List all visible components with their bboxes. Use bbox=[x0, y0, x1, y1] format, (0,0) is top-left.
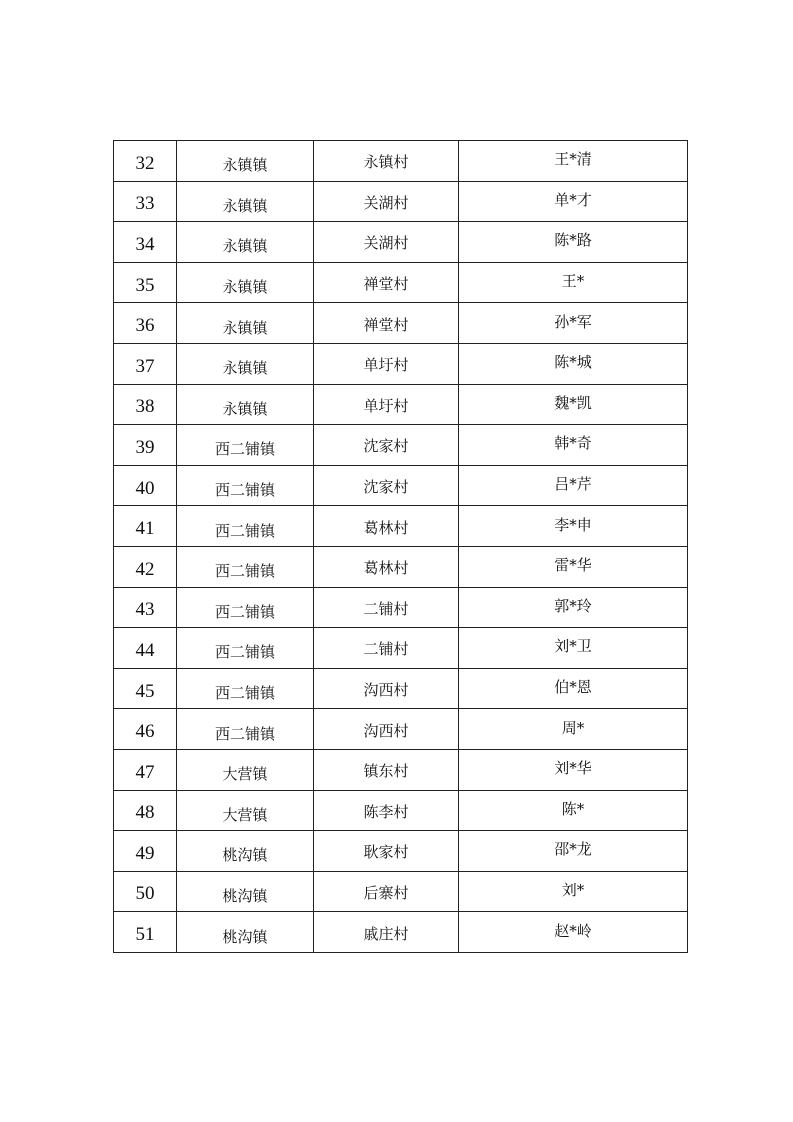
person-name-cell bbox=[459, 181, 688, 222]
person-name-cell bbox=[459, 831, 688, 872]
town-cell bbox=[177, 709, 314, 750]
village-text: 单圩村 bbox=[363, 356, 409, 375]
town-text: 西二铺镇 bbox=[214, 440, 275, 459]
village-text: 永镇村 bbox=[363, 153, 409, 172]
row-number-cell bbox=[114, 506, 177, 547]
person-name-text: 周* bbox=[561, 718, 585, 737]
row-number-cell bbox=[114, 912, 177, 953]
table-row bbox=[114, 425, 688, 466]
roster-table-body bbox=[114, 141, 688, 953]
row-number-cell bbox=[114, 831, 177, 872]
village-cell bbox=[314, 465, 459, 506]
village-cell bbox=[314, 384, 459, 425]
row-number-text: 37 bbox=[135, 355, 155, 377]
village-text: 葛林村 bbox=[363, 518, 409, 537]
row-number-cell bbox=[114, 425, 177, 466]
person-name-text: 赵*岭 bbox=[554, 921, 592, 940]
person-name-text: 陈*城 bbox=[554, 353, 592, 372]
town-text: 桃沟镇 bbox=[222, 927, 268, 946]
village-cell bbox=[314, 831, 459, 872]
town-text: 西二铺镇 bbox=[214, 481, 275, 500]
person-name-text: 王* bbox=[561, 272, 585, 291]
row-number-text: 46 bbox=[135, 721, 155, 743]
village-text: 沈家村 bbox=[363, 437, 409, 456]
row-number-text: 38 bbox=[135, 396, 155, 418]
village-text: 沟西村 bbox=[363, 681, 409, 700]
village-text: 沟西村 bbox=[363, 721, 409, 740]
row-number-cell bbox=[114, 303, 177, 344]
person-name-cell bbox=[459, 628, 688, 669]
village-text: 镇东村 bbox=[363, 762, 409, 781]
town-cell bbox=[177, 587, 314, 628]
row-number-text: 39 bbox=[135, 436, 155, 458]
village-text: 耿家村 bbox=[363, 843, 409, 862]
row-number-text: 35 bbox=[135, 274, 155, 296]
village-text: 葛林村 bbox=[363, 559, 409, 578]
person-name-cell bbox=[459, 668, 688, 709]
town-cell bbox=[177, 912, 314, 953]
village-cell bbox=[314, 425, 459, 466]
village-cell bbox=[314, 141, 459, 182]
person-name-cell bbox=[459, 790, 688, 831]
table-row bbox=[114, 831, 688, 872]
person-name-text: 伯*恩 bbox=[554, 678, 592, 697]
town-cell bbox=[177, 790, 314, 831]
town-text: 永镇镇 bbox=[222, 156, 268, 175]
village-cell bbox=[314, 506, 459, 547]
table-row bbox=[114, 587, 688, 628]
row-number-text: 49 bbox=[135, 842, 155, 864]
person-name-text: 李*申 bbox=[554, 515, 592, 534]
town-cell bbox=[177, 141, 314, 182]
table-row bbox=[114, 506, 688, 547]
person-name-cell bbox=[459, 546, 688, 587]
person-name-text: 吕*芹 bbox=[554, 475, 592, 494]
person-name-text: 王*清 bbox=[554, 150, 592, 169]
person-name-cell bbox=[459, 465, 688, 506]
table-row bbox=[114, 668, 688, 709]
table-row bbox=[114, 141, 688, 182]
person-name-cell bbox=[459, 912, 688, 953]
table-row bbox=[114, 709, 688, 750]
village-cell bbox=[314, 181, 459, 222]
village-text: 二铺村 bbox=[363, 599, 409, 618]
row-number-text: 43 bbox=[135, 599, 155, 621]
person-name-text: 郭*玲 bbox=[554, 596, 592, 615]
town-text: 西二铺镇 bbox=[214, 643, 275, 662]
row-number-text: 42 bbox=[135, 558, 155, 580]
row-number-cell bbox=[114, 141, 177, 182]
town-cell bbox=[177, 831, 314, 872]
village-text: 单圩村 bbox=[363, 396, 409, 415]
town-cell bbox=[177, 628, 314, 669]
row-number-cell bbox=[114, 587, 177, 628]
row-number-text: 36 bbox=[135, 315, 155, 337]
table-row bbox=[114, 546, 688, 587]
row-number-text: 47 bbox=[135, 761, 155, 783]
person-name-cell bbox=[459, 709, 688, 750]
person-name-cell bbox=[459, 587, 688, 628]
person-name-text: 魏*凯 bbox=[554, 393, 592, 412]
person-name-text: 孙*军 bbox=[554, 312, 592, 331]
village-cell bbox=[314, 871, 459, 912]
town-cell bbox=[177, 181, 314, 222]
town-text: 桃沟镇 bbox=[222, 886, 268, 905]
town-cell bbox=[177, 871, 314, 912]
table-row bbox=[114, 790, 688, 831]
village-text: 禅堂村 bbox=[363, 275, 409, 294]
village-text: 陈李村 bbox=[363, 802, 409, 821]
row-number-cell bbox=[114, 668, 177, 709]
town-text: 桃沟镇 bbox=[222, 846, 268, 865]
person-name-cell bbox=[459, 303, 688, 344]
village-text: 沈家村 bbox=[363, 478, 409, 497]
row-number-text: 34 bbox=[135, 233, 155, 255]
town-text: 西二铺镇 bbox=[214, 562, 275, 581]
village-cell bbox=[314, 790, 459, 831]
town-text: 永镇镇 bbox=[222, 359, 268, 378]
village-cell bbox=[314, 303, 459, 344]
row-number-cell bbox=[114, 384, 177, 425]
village-text: 关湖村 bbox=[363, 234, 409, 253]
row-number-cell bbox=[114, 181, 177, 222]
town-text: 永镇镇 bbox=[222, 278, 268, 297]
person-name-cell bbox=[459, 343, 688, 384]
town-text: 西二铺镇 bbox=[214, 724, 275, 743]
town-cell bbox=[177, 425, 314, 466]
town-text: 大营镇 bbox=[222, 805, 268, 824]
row-number-cell bbox=[114, 871, 177, 912]
table-row bbox=[114, 343, 688, 384]
town-cell bbox=[177, 546, 314, 587]
row-number-cell bbox=[114, 628, 177, 669]
village-cell bbox=[314, 343, 459, 384]
row-number-cell bbox=[114, 343, 177, 384]
town-text: 西二铺镇 bbox=[214, 684, 275, 703]
person-name-cell bbox=[459, 222, 688, 263]
town-cell bbox=[177, 262, 314, 303]
town-text: 永镇镇 bbox=[222, 237, 268, 256]
town-cell bbox=[177, 222, 314, 263]
town-cell bbox=[177, 384, 314, 425]
person-name-text: 雷*华 bbox=[554, 556, 592, 575]
row-number-text: 33 bbox=[135, 193, 155, 215]
table-row bbox=[114, 912, 688, 953]
row-number-cell bbox=[114, 790, 177, 831]
person-name-text: 韩*奇 bbox=[554, 434, 592, 453]
village-cell bbox=[314, 546, 459, 587]
town-text: 永镇镇 bbox=[222, 196, 268, 215]
person-name-cell bbox=[459, 506, 688, 547]
person-name-text: 刘* bbox=[561, 880, 585, 899]
row-number-text: 41 bbox=[135, 518, 155, 540]
row-number-cell bbox=[114, 546, 177, 587]
village-cell bbox=[314, 668, 459, 709]
row-number-text: 50 bbox=[135, 883, 155, 905]
person-name-cell bbox=[459, 384, 688, 425]
row-number-cell bbox=[114, 709, 177, 750]
village-text: 戚庄村 bbox=[363, 924, 409, 943]
person-name-cell bbox=[459, 749, 688, 790]
village-cell bbox=[314, 709, 459, 750]
village-cell bbox=[314, 628, 459, 669]
row-number-cell bbox=[114, 465, 177, 506]
village-text: 后寨村 bbox=[363, 883, 409, 902]
town-cell bbox=[177, 343, 314, 384]
person-name-cell bbox=[459, 141, 688, 182]
row-number-text: 45 bbox=[135, 680, 155, 702]
town-cell bbox=[177, 668, 314, 709]
roster-table bbox=[113, 140, 688, 953]
person-name-text: 刘*卫 bbox=[554, 637, 592, 656]
row-number-text: 44 bbox=[135, 639, 155, 661]
table-row bbox=[114, 222, 688, 263]
town-cell bbox=[177, 465, 314, 506]
person-name-text: 邵*龙 bbox=[554, 840, 592, 859]
row-number-cell bbox=[114, 222, 177, 263]
table-row bbox=[114, 628, 688, 669]
village-text: 关湖村 bbox=[363, 193, 409, 212]
table-row bbox=[114, 262, 688, 303]
town-text: 西二铺镇 bbox=[214, 521, 275, 540]
village-cell bbox=[314, 222, 459, 263]
person-name-text: 刘*华 bbox=[554, 759, 592, 778]
table-row bbox=[114, 303, 688, 344]
town-cell bbox=[177, 303, 314, 344]
town-text: 西二铺镇 bbox=[214, 602, 275, 621]
person-name-text: 陈* bbox=[561, 799, 585, 818]
town-cell bbox=[177, 749, 314, 790]
row-number-cell bbox=[114, 262, 177, 303]
town-text: 永镇镇 bbox=[222, 399, 268, 418]
row-number-text: 32 bbox=[135, 152, 155, 174]
village-cell bbox=[314, 262, 459, 303]
person-name-text: 陈*路 bbox=[554, 231, 592, 250]
town-text: 大营镇 bbox=[222, 765, 268, 784]
village-text: 禅堂村 bbox=[363, 315, 409, 334]
table-row bbox=[114, 384, 688, 425]
town-text: 永镇镇 bbox=[222, 318, 268, 337]
village-cell bbox=[314, 749, 459, 790]
village-text: 二铺村 bbox=[363, 640, 409, 659]
person-name-cell bbox=[459, 871, 688, 912]
row-number-cell bbox=[114, 749, 177, 790]
person-name-text: 单*才 bbox=[554, 190, 592, 209]
village-cell bbox=[314, 912, 459, 953]
row-number-text: 48 bbox=[135, 802, 155, 824]
table-row bbox=[114, 749, 688, 790]
village-cell bbox=[314, 587, 459, 628]
row-number-text: 40 bbox=[135, 477, 155, 499]
town-cell bbox=[177, 506, 314, 547]
table-row bbox=[114, 871, 688, 912]
row-number-text: 51 bbox=[135, 924, 155, 946]
table-row bbox=[114, 465, 688, 506]
table-row bbox=[114, 181, 688, 222]
person-name-cell bbox=[459, 425, 688, 466]
person-name-cell bbox=[459, 262, 688, 303]
